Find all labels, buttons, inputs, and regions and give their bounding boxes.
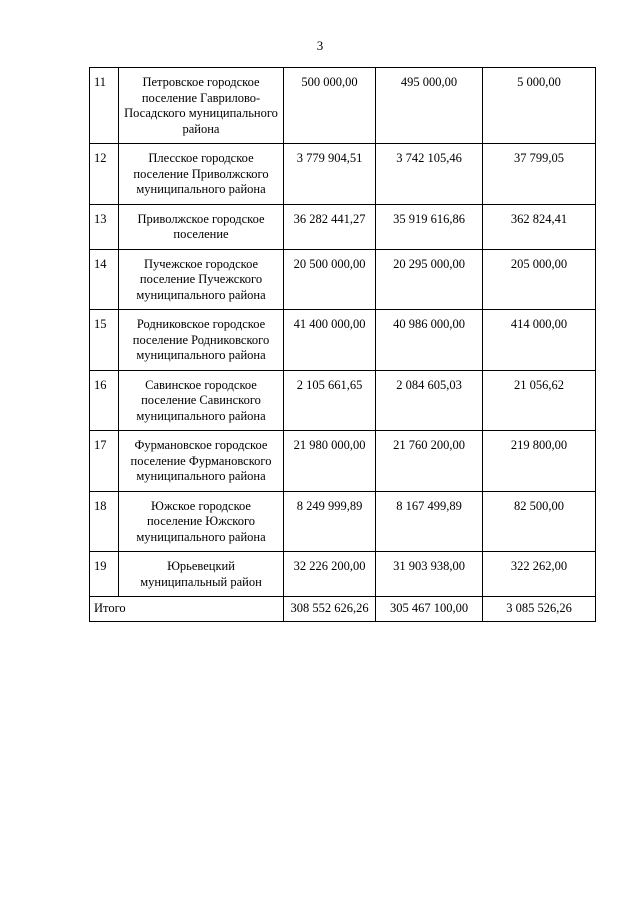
table-row (90, 249, 596, 310)
amount-regional: 40 986 000,00 (376, 310, 483, 371)
total-label: Итого (90, 597, 284, 622)
total-amount-local: 3 085 526,26 (483, 597, 596, 622)
amount-local: 219 800,00 (483, 431, 596, 492)
amount-regional: 31 903 938,00 (376, 552, 483, 597)
settlement-name: Южское городское поселение Южского муниципального района (119, 491, 284, 552)
amount-total: 32 226 200,00 (284, 552, 376, 597)
row-number: 19 (90, 552, 119, 597)
amount-total: 8 249 999,89 (284, 491, 376, 552)
settlement-name: Плесское городское поселение Приволжского муниципального района (119, 144, 284, 205)
amount-regional: 20 295 000,00 (376, 249, 483, 310)
amount-local: 21 056,62 (483, 370, 596, 431)
amount-total: 20 500 000,00 (284, 249, 376, 310)
row-number: 12 (90, 144, 119, 205)
total-row (90, 597, 596, 622)
settlement-name: Приволжское городское поселение (119, 204, 284, 249)
page-number: 3 (316, 38, 324, 53)
budget-table (89, 67, 596, 622)
amount-regional: 8 167 499,89 (376, 491, 483, 552)
settlement-name: Пучежское городское поселение Пучежского муниципального района (119, 249, 284, 310)
table-row (90, 204, 596, 249)
amount-regional: 495 000,00 (376, 68, 483, 144)
row-number: 14 (90, 249, 119, 310)
row-number: 15 (90, 310, 119, 371)
amount-total: 41 400 000,00 (284, 310, 376, 371)
amount-local: 82 500,00 (483, 491, 596, 552)
settlement-name: Юрьевецкий муниципальный район (119, 552, 284, 597)
table-body (90, 68, 596, 622)
total-amount-regional: 305 467 100,00 (376, 597, 483, 622)
amount-local: 414 000,00 (483, 310, 596, 371)
row-number: 18 (90, 491, 119, 552)
settlement-name: Савинское городское поселение Савинского муниципального района (119, 370, 284, 431)
row-number: 13 (90, 204, 119, 249)
amount-total: 21 980 000,00 (284, 431, 376, 492)
table-row (90, 370, 596, 431)
amount-local: 5 000,00 (483, 68, 596, 144)
amount-regional: 35 919 616,86 (376, 204, 483, 249)
amount-total: 3 779 904,51 (284, 144, 376, 205)
amount-local: 362 824,41 (483, 204, 596, 249)
amount-regional: 21 760 200,00 (376, 431, 483, 492)
table-row (90, 68, 596, 144)
row-number: 17 (90, 431, 119, 492)
amount-regional: 2 084 605,03 (376, 370, 483, 431)
amount-local: 37 799,05 (483, 144, 596, 205)
settlement-name: Петровское городское поселение Гаврилово-Посадского муниципального района (119, 68, 284, 144)
amount-local: 322 262,00 (483, 552, 596, 597)
table-row (90, 144, 596, 205)
amount-local: 205 000,00 (483, 249, 596, 310)
row-number: 11 (90, 68, 119, 144)
amount-total: 2 105 661,65 (284, 370, 376, 431)
row-number: 16 (90, 370, 119, 431)
total-amount-total: 308 552 626,26 (284, 597, 376, 622)
amount-regional: 3 742 105,46 (376, 144, 483, 205)
amount-total: 500 000,00 (284, 68, 376, 144)
amount-total: 36 282 441,27 (284, 204, 376, 249)
table-row (90, 310, 596, 371)
settlement-name: Фурмановское городское поселение Фурмановского муниципального района (119, 431, 284, 492)
table-row (90, 552, 596, 597)
table-row (90, 491, 596, 552)
settlement-name: Родниковское городское поселение Родниковского муниципального района (119, 310, 284, 371)
table-row (90, 431, 596, 492)
